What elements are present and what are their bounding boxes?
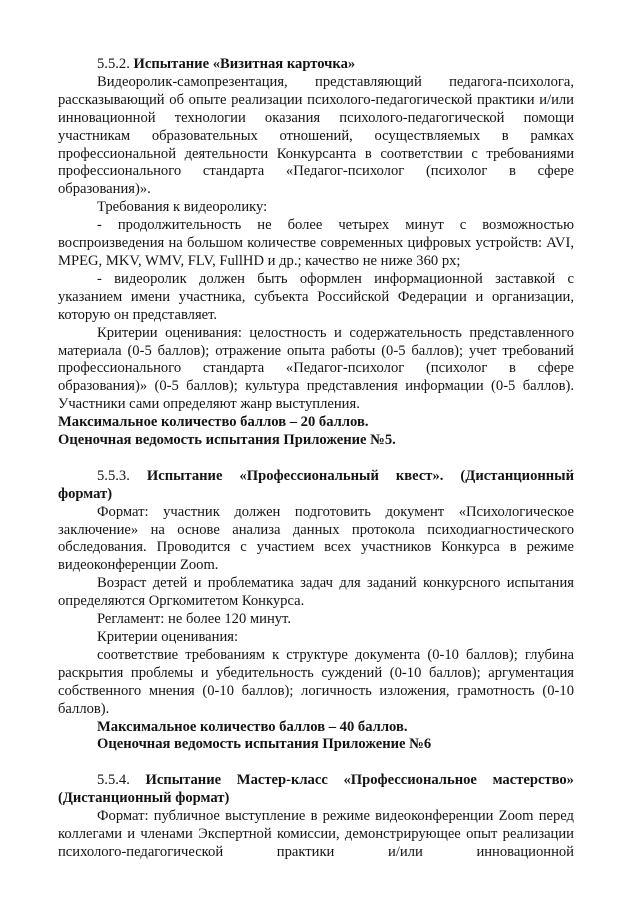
document-page [58, 56, 574, 862]
section-title: Испытание Мастер-класс «Профессиональное мастерство» (Дистанционный формат) [58, 772, 574, 807]
evaluation-sheet-line: Оценочная ведомость испытания Приложение №6 [97, 736, 432, 753]
section-5-5-2-heading [58, 56, 574, 74]
paragraph-evaluation-criteria: Критерии оценивания: целостность и содержательность представленного материала (0-5 баллов); отражение опыта работы (0-5 баллов); учет требований профессионального стандарта «Педагог-психолог (психолог в сфере образования)» (0-5 баллов); культура представления информации (0-5 баллов). Участники сами определяют жанр выступления. [58, 324, 574, 413]
paragraph-criteria-list: соответствие требованиям к структуре документа (0-10 баллов); глубина раскрытия проблемы и убедительность суждений (0-10 баллов); аргументация собственного мнения (0-10 баллов); логичность изложения, грамотность (0-10 баллов). [58, 646, 574, 717]
spacer [58, 450, 574, 468]
spacer [58, 754, 574, 772]
paragraph-format: Формат: участник должен подготовить документ «Психологическое заключение» на основе анализа данных протокола психодиагностического обследования. Проводится с участием всех участников Конкурса в режиме видеоконференции Zoom. [58, 503, 574, 574]
paragraph-criteria-title: Критерии оценивания: [97, 628, 239, 645]
section-title: Испытание «Визитная карточка» [133, 56, 356, 72]
evaluation-sheet-line: Оценочная ведомость испытания Приложение №5. [58, 432, 396, 449]
max-score-line: Максимальное количество баллов – 40 баллов. [97, 718, 408, 735]
paragraph-regulation: Регламент: не более 120 минут. [97, 611, 291, 628]
paragraph-video-self-presentation: Видеоролик-самопрезентация, представляющий педагога-психолога, рассказывающий об опыте реализации психолого-педагогической практики и/или инновационной технологии оказания психолого-педагогической помощи участникам образовательных отношений, осуществляемых в рамках профессиональной деятельности Конкурсанта в соответствии с требованиями профессионального стандарта «Педагог-психолог (психолог в сфере образования)». [58, 73, 574, 198]
max-score-line: Максимальное количество баллов – 20 баллов. [58, 414, 369, 431]
section-5-5-4-heading [58, 772, 574, 808]
section-5-5-3-heading [58, 468, 574, 504]
paragraph-requirement-duration: - продолжительность не более четырех минут с возможностью воспроизведения на большом количестве современных цифровых устройств: AVI, MPEG, MKV, WMV, FLV, FullHD и др.; качество не ниже 360 px; [58, 217, 574, 269]
section-number: 5.5.4. [97, 772, 130, 789]
paragraph-format: Формат: публичное выступление в режиме видеоконференции Zoom перед коллегами и членами Экспертной комиссии, демонстрирующее опыт реализации психолого-педагогической практики и/или инновационной [58, 808, 574, 860]
paragraph-requirement-intro: - видеоролик должен быть оформлен информационной заставкой с указанием имени участника, субъекта Российской Федерации и организации, которую он представляет. [58, 270, 574, 323]
section-number: 5.5.3. [97, 467, 130, 484]
paragraph-age: Возраст детей и проблематика задач для заданий конкурсного испытания определяются Оргкомитетом Конкурса. [58, 575, 574, 610]
section-number: 5.5.2. [97, 56, 130, 72]
paragraph-requirements-title: Требования к видеоролику: [97, 199, 268, 216]
section-title: Испытание «Профессиональный квест». (Дистанционный формат) [58, 467, 574, 502]
